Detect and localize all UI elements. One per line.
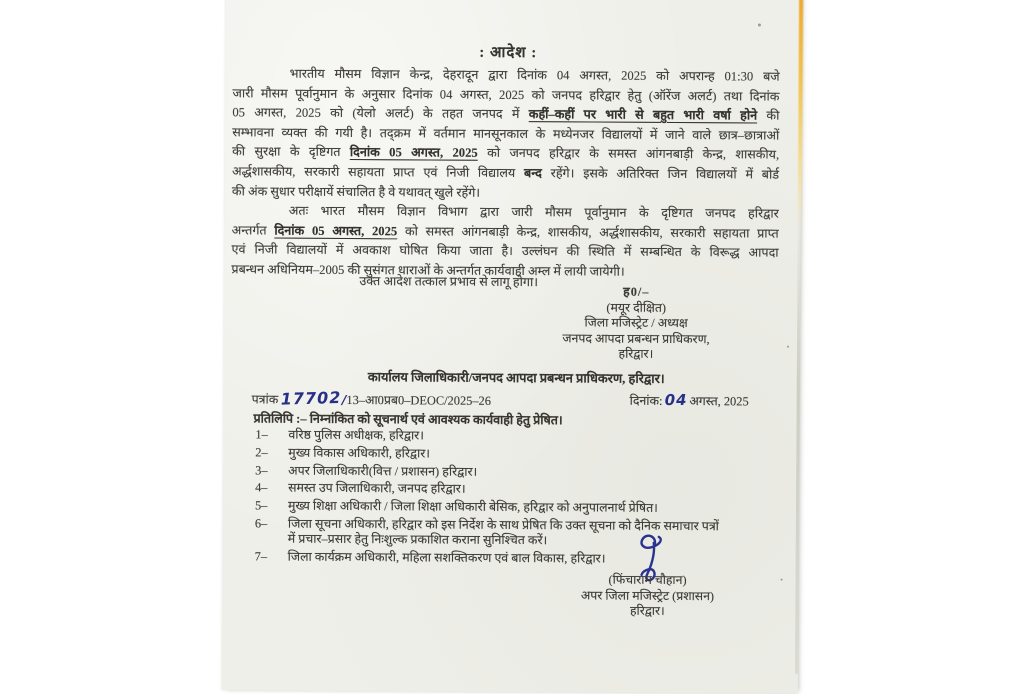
- signatory-org: जनपद आपदा प्रबन्धन प्राधिकरण,: [562, 331, 710, 346]
- signatory-place: हरिद्वार।: [618, 347, 654, 362]
- copy-intro: प्रतिलिपि :– निम्नांकित को सूचनार्थ एवं आवश्यक कार्यवाही हेतु प्रेषित।: [253, 411, 563, 428]
- copy-list-item: [255, 463, 775, 481]
- copy-list-item: [255, 516, 775, 550]
- copy-item-text: समस्त उप जिलाधिकारी, जनपद हरिद्वार।: [288, 481, 466, 497]
- order-closing-line: उक्त आदेश तत्काल प्रभाव से लागू होगा।: [359, 274, 539, 290]
- order-paragraph-2: अतः भारत मौसम विज्ञान विभाग द्वारा जारी मौसम पूर्वानुमान के दृष्टिगत जनपद हरिद्वार अन्तर्गत दिनांक 05 अगस्त, 2025 को समस्त आंगनबाड़ी केन्द्र, शासकीय, अर्द्धशासकीय, सरकारी सहायता प्राप्त एवं निजी विद्यालयों में अवकाश घोषित किया जाता है। उल्लंघन की स्थिति में सम्बन्धित के विरूद्ध आपदा प्रबन्धन अधिनियम–2005 की सुसंगत धाराओं के अन्तर्गत कार्यवाही अम्ल में लायी जायेगी।: [231, 203, 779, 279]
- handwritten-date: 04: [664, 390, 688, 410]
- copy-item-number: 4–: [255, 480, 268, 495]
- copy-item-number: 6–: [254, 516, 268, 531]
- ref-number-rest: 13–आ0प्रब0–DEOC/2025–26: [346, 392, 491, 408]
- copy-item-text: मुख्य शिक्षा अधिकारी / जिला शिक्षा अधिकारी बेसिक, हरिद्वार को अनुपालनार्थ प्रेषित।: [287, 498, 658, 516]
- signatory-title: अपर जिला मजिस्ट्रेट (प्रशासन): [580, 588, 715, 603]
- copy-item-text: वरिष्ठ पुलिस अधीक्षक, हरिद्वार।: [288, 427, 425, 443]
- signature-block-dm: [492, 284, 780, 364]
- copy-item-number: 7–: [254, 549, 268, 564]
- scan-speck: [781, 579, 783, 581]
- handwritten-slash: /: [341, 391, 347, 407]
- copy-list-item: [255, 427, 775, 445]
- copy-item-number: 2–: [255, 445, 268, 460]
- office-heading: कार्यालय जिलाधिकारी/जनपद आपदा प्रबन्धन प्राधिकरण, हरिद्वार।: [367, 370, 665, 386]
- copy-list: [255, 427, 776, 570]
- copy-item-text: जिला कार्यक्रम अधिकारी, महिला सशक्तिकरण एवं बाल विकास, हरिद्वार।: [287, 549, 606, 566]
- copy-item-text: अपर जिलाधिकारी(वित्त / प्रशासन) हरिद्वार।: [288, 463, 478, 479]
- copy-item-number: 5–: [254, 498, 268, 513]
- copy-list-item: [255, 549, 775, 567]
- signatory-title: जिला मजिस्ट्रेट / अध्यक्ष: [584, 315, 688, 331]
- copy-list-item: [255, 481, 775, 499]
- ref-label: पत्रांक: [251, 392, 279, 407]
- signed-mark: ह0/–: [623, 284, 650, 299]
- signatory-name: (फिंचाराम चौहान): [608, 572, 687, 588]
- scan-speck: [787, 346, 789, 348]
- order-title: : आदेश :: [479, 44, 538, 62]
- copy-item-number: 3–: [255, 463, 268, 478]
- paper-sheet: [222, 0, 802, 694]
- signatory-place: हरिद्वार।: [629, 603, 665, 619]
- page-edge-shadow: [795, 194, 801, 674]
- order-paragraph-1: भारतीय मौसम विज्ञान केन्द्र, देहरादून द्वारा दिनांक 04 अगस्त, 2025 को अपरान्ह 01:30 बजे जारी मौसम पूर्वानुमान के अनुसार दिनांक 04 अगस्त, 2025 को जनपद हरिद्वार हेतु (ऑरेंज अलर्ट) तथा दिनांक 05 अगस्त, 2025 को (येलो अलर्ट) के तहत जनपद में कहीं–कहीं पर भारी से बहुत भारी वर्षा होने की सम्भावना व्यक्त की गयी है। तद्क्रम में वर्तमान मानसूनकाल के मध्येनजर विद्यालयों में जाने वाले छात्र–छात्राओं की सुरक्षा के दृष्टिगत दिनांक 05 अगस्त, 2025 को जनपद हरिद्वार के समस्त आंगनबाड़ी केन्द्र, शासकीय, अर्द्धशासकीय, सरकारी सहायता प्राप्त एवं निजी विद्यालय बन्द रहेंगे। इसके अतिरिक्त जिन विद्यालयों में बोर्ड की अंक सुधार परीक्षायें संचालित है वे यथावत् खुले रहेंगे।: [231, 66, 780, 200]
- signatory-name: (मयूर दीक्षित): [606, 300, 667, 315]
- handwritten-ref-number: 17702: [280, 387, 342, 409]
- date-label: दिनांक:: [629, 393, 663, 408]
- date-rest: अगस्त, 2025: [689, 394, 749, 409]
- copy-list-item: [255, 445, 775, 463]
- date-line: [630, 391, 749, 410]
- copy-list-item: [255, 499, 775, 517]
- copy-item-text: जिला सूचना अधिकारी, हरिद्वार को इस निर्देश के साथ प्रेषित कि उक्त सूचना को दैनिक समाचार पत्रों में प्रचार–प्रसार हेतु निःशुल्क प्रकाशित कराना सुनिश्चित करें।: [287, 516, 719, 548]
- copy-item-number: 1–: [255, 427, 268, 442]
- scan-speck: [758, 23, 761, 26]
- signature-block-adm: [520, 572, 774, 620]
- copy-item-text: मुख्य विकास अधिकारी, हरिद्वार।: [288, 445, 431, 461]
